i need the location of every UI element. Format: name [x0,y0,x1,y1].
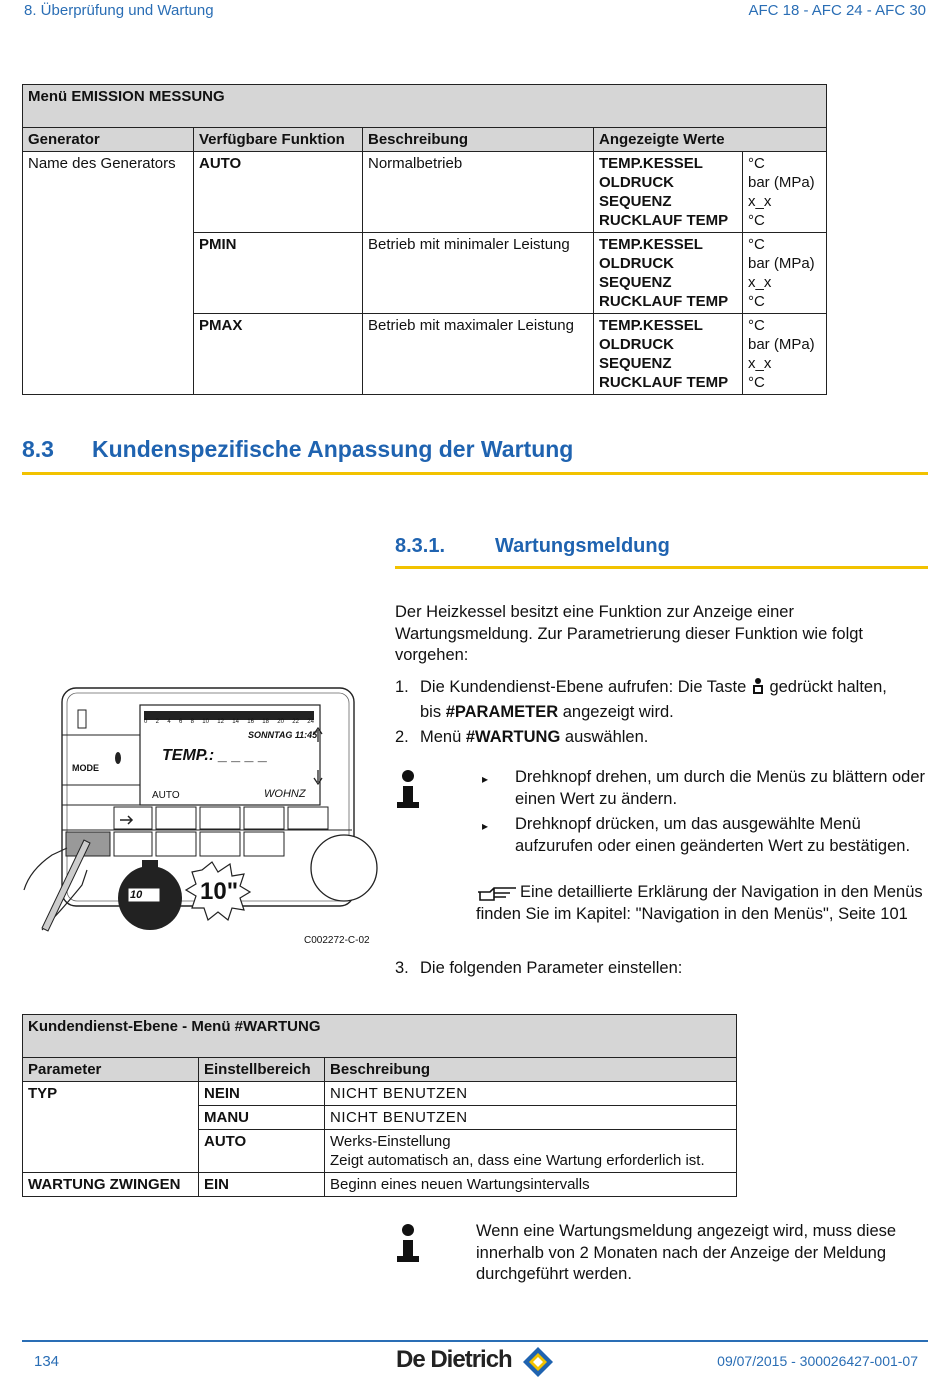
header-model: AFC 18 - AFC 24 - AFC 30 [748,2,926,19]
step-2: Menü #WARTUNG auswählen. [420,728,649,746]
display-day: SONNTAG 11:45 [248,730,318,740]
display-auto: AUTO [152,790,180,801]
arrow-bullet-icon: ▸ [482,772,489,786]
description-cell: Beginn eines neuen Wartungsintervalls [325,1173,737,1197]
description-cell: Werks-Einstellung Zeigt automatisch an, dass eine Wartung erforderlich ist. [325,1130,737,1173]
final-note: Wenn eine Wartungsmeldung angezeigt wird, muss diese innerhalb von 2 Monaten nach der Anzeige der Meldung durchgeführt werden. [476,1222,897,1283]
function-cell: AUTO [194,152,363,233]
note-bullet-1: Drehknopf drehen, um durch die Menüs zu blättern oder einen Wert zu ändern. [515,768,925,808]
function-cell: PMIN [194,233,363,314]
col-header: Einstellbereich [199,1058,325,1082]
service-key-icon [751,677,765,695]
units-cell: °C bar (MPa) x_x °C [743,233,827,314]
info-icon [397,1224,419,1262]
col-header: Parameter [23,1058,199,1082]
units-cell: °C bar (MPa) x_x °C [743,152,827,233]
section-title: Kundenspezifische Anpassung der Wartung [92,436,574,462]
section-number: 8.3 [22,436,54,462]
mode-label: MODE [72,763,99,773]
table-row [23,1082,737,1106]
step-1: Die Kundendienst-Ebene aufrufen: Die Taste gedrückt halten, [420,678,887,696]
ten-seconds-label: 10" [200,878,239,905]
step-1-cont: bis #PARAMETER angezeigt wird. [420,703,674,721]
function-cell: PMAX [194,314,363,395]
description-cell: Betrieb mit minimaler Leistung [363,233,594,314]
table-title: Menü EMISSION MESSUNG [23,85,827,128]
description-cell: Normalbetrieb [363,152,594,233]
info-icon [397,770,419,808]
description-cell: Betrieb mit maximaler Leistung [363,314,594,395]
subsection-number: 8.3.1. [395,535,446,557]
emission-table [22,84,827,395]
parameter-cell: TYP [23,1082,199,1173]
description-cell: NICHT BENUTZEN [325,1106,737,1130]
col-header: Angezeigte Werte [594,128,827,152]
values-cell: TEMP.KESSEL OLDRUCK SEQUENZ RUCKLAUF TEMP [594,152,743,233]
table-row [23,1173,737,1197]
footer-rule [22,1340,928,1342]
step-number: 2. [395,728,409,746]
table-row [23,152,827,233]
description-cell: NICHT BENUTZEN [325,1082,737,1106]
control-panel-figure [22,680,382,950]
section-rule [22,472,928,475]
parameter-cell: WARTUNG ZWINGEN [23,1173,199,1197]
units-cell: °C bar (MPa) x_x °C [743,314,827,395]
generator-cell: Name des Generators [23,152,194,395]
range-cell: EIN [199,1173,325,1197]
step-number: 3. [395,959,409,977]
intro-text: Der Heizkessel besitzt eine Funktion zur Anzeige einer Wartungsmeldung. Zur Parametrierung dieser Funktion wie folgt vorgehen: [395,603,864,664]
range-cell: NEIN [199,1082,325,1106]
table-title: Kundendienst-Ebene - Menü #WARTUNG [23,1015,737,1058]
figure-code: C002272-C-02 [304,935,370,946]
brand-diamond-icon [522,1346,554,1383]
display-wohnz: WOHNZ [264,788,306,800]
page-number: 134 [34,1353,60,1370]
range-cell: MANU [199,1106,325,1130]
header-chapter: 8. Überprüfung und Wartung [24,2,214,19]
step-number: 1. [395,678,409,696]
wartung-table [22,1014,737,1197]
col-header: Beschreibung [325,1058,737,1082]
step-3: Die folgenden Parameter einstellen: [420,959,683,977]
brand-logo: De Dietrich [396,1346,512,1373]
values-cell: TEMP.KESSEL OLDRUCK SEQUENZ RUCKLAUF TEMP [594,233,743,314]
subsection-rule [395,566,928,569]
note-reference: Eine detaillierte Erklärung der Navigation in den Menüs finden Sie im Kapitel: "Navigation in den Menüs", Seite 101 [476,883,923,923]
display-temp: TEMP.: _ _ _ _ [162,747,268,764]
col-header: Beschreibung [363,128,594,152]
arrow-bullet-icon: ▸ [482,819,489,833]
col-header: Generator [23,128,194,152]
range-cell: AUTO [199,1130,325,1173]
stopwatch-display: 10 [130,889,143,901]
time-scale: 0 2 4 6 8 10 12 14 16 18 20 22 24 [144,719,314,725]
subsection-title: Wartungsmeldung [495,535,670,557]
note-bullet-2: Drehknopf drücken, um das ausgewählte Menü aufzurufen oder einen geänderten Wert zu bestätigen. [515,815,911,855]
values-cell: TEMP.KESSEL OLDRUCK SEQUENZ RUCKLAUF TEMP [594,314,743,395]
footer-code: 09/07/2015 - 300026427-001-07 [717,1353,918,1369]
col-header: Verfügbare Funktion [194,128,363,152]
